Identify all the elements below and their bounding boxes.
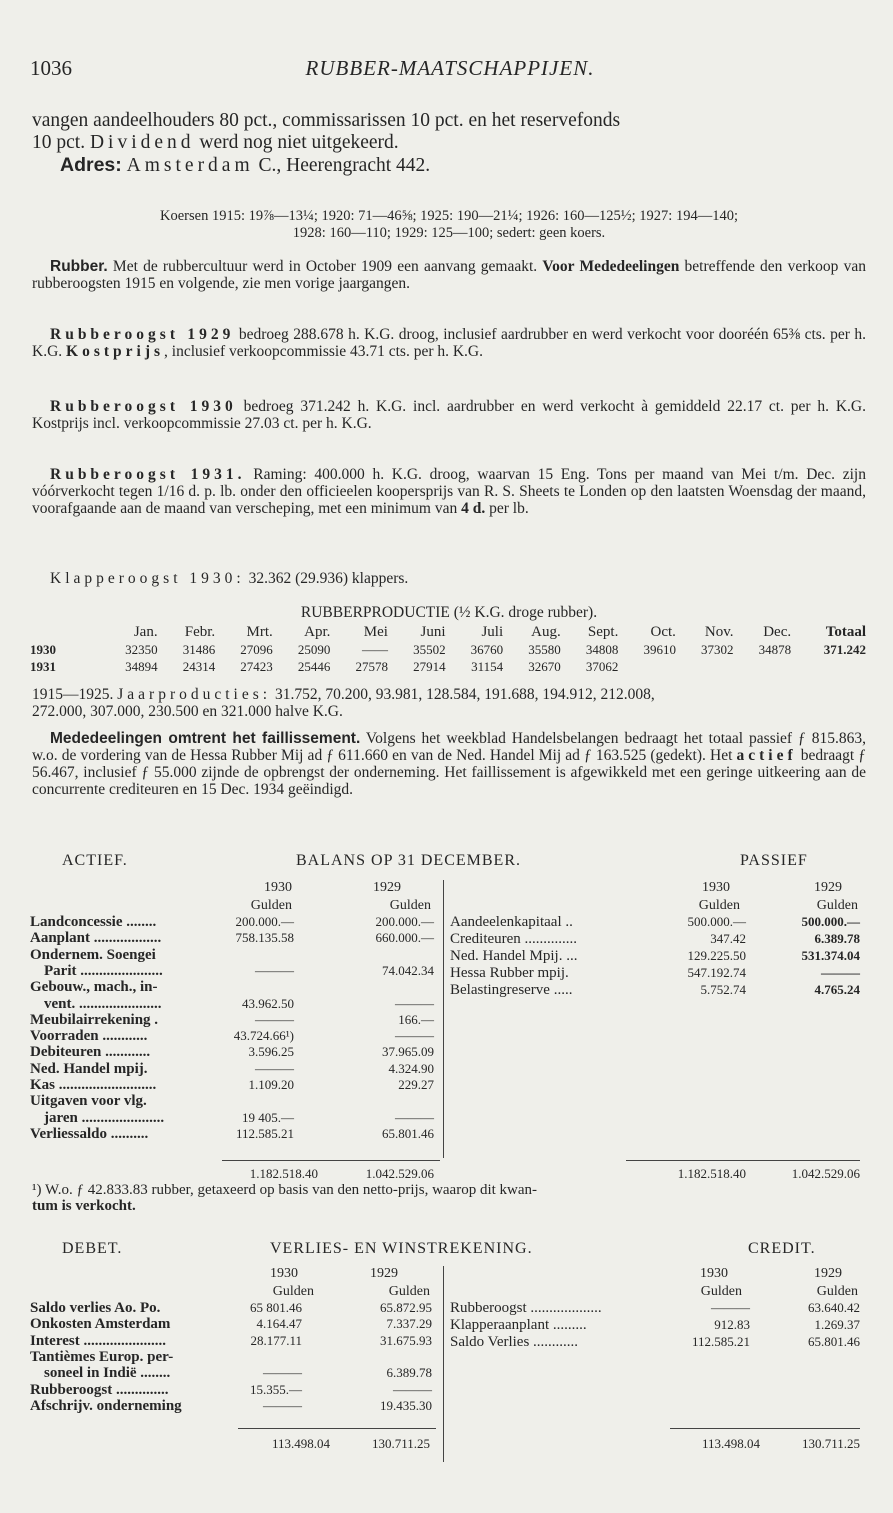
balans-title: BALANS OP 31 DECEMBER. (296, 852, 521, 869)
balans-actief-value-1930: 112.585.21 (235, 1125, 294, 1141)
balans-passief-value-1930: 547.192.74 (687, 965, 746, 980)
vw-debet-value-1930: 4.164.47 (256, 1316, 302, 1332)
balans-actief-value-1930: 43.962.50 (242, 995, 294, 1011)
vw-debet-total-1930: 113.498.04 (271, 1436, 330, 1451)
address-city: Amsterdam (126, 155, 254, 176)
production-month-header: Sept. (587, 624, 619, 640)
balans-passief-value-1929: 531.374.04 (801, 948, 860, 963)
vw-credit-title: CREDIT. (748, 1240, 816, 1257)
balans-passief-label: Belastingreserve ..... (450, 982, 573, 998)
koersen-line-1: Koersen 1915: 19⅞—13¼; 1920: 71—46⅝; 1925: 190—21¼; 1926: 160—125½; 1927: 194—140; (160, 208, 738, 224)
production-month-header: Juli (481, 624, 504, 640)
jaarproducties-label: Jaarproducties: (117, 686, 272, 703)
production-cell: 37302 (701, 642, 734, 657)
balans-actief-value-1930: ——— (255, 1011, 294, 1027)
oogst-1929-label: Rubberoogst 1929 (50, 326, 235, 343)
production-cell: 371.242 (823, 642, 866, 657)
production-cell (791, 658, 866, 675)
address-label: Adres: (60, 154, 122, 176)
production-month-header: Oct. (650, 624, 676, 640)
vw-debet-label: Afschrijv. onderneming (30, 1397, 182, 1414)
vw-credit-value-1930: ——— (711, 1300, 750, 1315)
production-year: 1931 (30, 659, 56, 674)
balans-actief-value-1930: 3.596.25 (248, 1044, 294, 1060)
production-month-header: Totaal (825, 624, 866, 640)
balans-actief-value-1929: 200.000.— (375, 914, 434, 929)
production-year: 1930 (30, 642, 56, 657)
balans-actief-value-1929: ——— (395, 1028, 434, 1044)
production-cell: 25446 (297, 659, 331, 674)
balans-actief-value-1929: ——— (395, 1109, 434, 1125)
production-body (30, 641, 866, 675)
vw-credit-total-1929: 130.711.25 (801, 1436, 860, 1451)
vw-debet-label: Rubberoogst .............. (30, 1381, 169, 1398)
production-cell: 27578 (355, 659, 388, 674)
balans-passief-label: Aandeelenkapitaal .. (450, 914, 573, 930)
vw-debet-value-1930: 28.177.11 (250, 1332, 302, 1348)
balans-actief-label: Gebouw., mach., in- (30, 979, 158, 996)
production-header-row (30, 624, 866, 641)
page-header (30, 56, 870, 84)
production-cell: 39610 (643, 642, 676, 657)
production-month-header: Apr. (304, 624, 331, 640)
production-title: RUBBERPRODUCTIE (½ K.G. droge rubber). (300, 604, 598, 621)
faillissement-label: Mededeelingen omtrent het faillissement. (50, 730, 361, 747)
balans-footnote: ¹) W.o. ƒ 42.833.83 rubber, getaxeerd op basis van den netto-prijs, waarop dit kwan- tum is verkocht. (32, 1182, 538, 1214)
balans-passief-value-1929: 4.765.24 (814, 982, 860, 997)
balans-actief-label: vent. ...................... (44, 995, 162, 1012)
balans-passief-label: Crediteuren .............. (450, 931, 578, 947)
production-month-header: Nov. (704, 624, 734, 640)
production-cell: 32350 (125, 642, 158, 657)
vw-credit-label: Klapperaanplant ......... (450, 1317, 587, 1333)
oogst-1930-paragraph: Rubberoogst 1930 bedroeg 371.242 h. K.G. incl. aardrubber en werd verkocht à gemiddeld 22.17 ct. per h. K.G. Kostprijs incl. verkoopcommissie 27.03 ct. per h. K.G. (32, 398, 866, 432)
vw-debet-value-1929: 19.435.30 (380, 1397, 432, 1413)
intro-line-1: vangen aandeelhouders 80 pct., commissarissen 10 pct. en het reservefonds (32, 110, 621, 131)
balans-actief-value-1929: ——— (395, 995, 434, 1011)
balans-passief-title: PASSIEF (740, 852, 808, 869)
vw-credit-label: Rubberoogst ................... (450, 1300, 602, 1316)
balans-actief-value-1929: 229.27 (398, 1077, 434, 1092)
koersen-line-2: 1928: 160—110; 1929: 125—100; sedert: geen koers. (292, 225, 606, 241)
balans-actief-value-1930: 1.109.20 (248, 1077, 294, 1092)
production-cell (734, 658, 792, 675)
balans-passief-value-1930: 5.752.74 (700, 982, 746, 997)
balans-actief-label: jaren ...................... (44, 1109, 165, 1126)
balans-passief-value-1930: 129.225.50 (687, 948, 746, 963)
vw-credit-value-1929: 63.640.42 (808, 1300, 860, 1315)
balans-passief-value-1929: ——— (821, 965, 860, 980)
vw-credit-label: Saldo Verlies ............ (450, 1334, 579, 1350)
dividend-label: Dividend (89, 132, 195, 153)
balans-passief-total-1929: 1.042.529.06 (791, 1166, 860, 1181)
production-cell: 31486 (182, 642, 216, 657)
production-cell: 31154 (471, 659, 504, 674)
rubber-label: Rubber. (50, 258, 108, 275)
production-row (30, 658, 866, 675)
production-cell: 35580 (528, 642, 561, 657)
vw-credit-value-1929: 65.801.46 (808, 1334, 860, 1349)
rubber-paragraph: Rubber. Met de rubbercultuur werd in October 1909 een aanvang gemaakt. Voor Mededeelingen betreffende den verkoop van rubberoogsten 1915 en volgende, zie men vorige jaargangen. (32, 258, 866, 292)
vw-debet-value-1930: 15.355.— (250, 1381, 302, 1397)
production-year-header (30, 624, 100, 641)
production-cell: 34808 (585, 642, 619, 657)
vw-credit-value-1929: 1.269.37 (814, 1317, 860, 1332)
balans-actief-value-1929: 660.000.— (375, 930, 434, 946)
document-page: 1036 RUBBER-MAATSCHAPPIJEN. vangen aandeelhouders 80 pct., commissarissen 10 pct. en het reservefonds 10 pct. Dividend werd nog niet uitgekeerd. Adres: Amsterdam C., Heerengracht 442. Koersen 1915: 19⅞—13¼; 1920: 71—46⅝; 1925: 190—21¼; 1926: 160—125½; 1927: 194—140; 1928: 160—110; 1929: 125—100; sedert: geen koers. Rubber. Met de rubbercultuur werd in October 1909 een aanvang gemaakt. Voor Mededeelingen betreffende den verkoop van rubberoogsten 1915 en volgende, zie men vorige jaargangen. Rubberoogst 1929 bedroeg 288.678 h. K.G. droog, inclusief aardrubber en werd verkocht voor dooréén 65⅜ cts. per h. K.G. Kostprijs, inclusief verkoopcommissie 43.71 cts. per h. K.G. Rubberoogst 1930 bedroeg 371.242 h. K.G. incl. aardrubber en werd verkocht à gemiddeld 22.17 ct. per h. K.G. Kostprijs incl. verkoopcommissie 27.03 ct. per h. K.G. Rubberoogst 1931. Raming: 400.000 h. K.G. droog, waarvan 15 Eng. Tons per maand van Mei t/m. Dec. zijn vóórverkocht tegen 1/16 d. p. lb. onder den officieelen koopersprijs van R. S. Sheets te Londen op den laatsten Woensdag der maand, voorafgaande aan de maand van verscheping, met een minimum van 4 d. per lb. Klapperoogst 1930: 32.362 (29.936) klappers. RUBBERPRODUCTIE (½ K.G. droge rubber). Jan. Febr. Mrt. Apr. Mei Juni Juli Aug. Sept. Oct. Nov. Dec. Totaal 1930 32350 31486 27096 25090 —— 35502 36760 35580 34808 39610 37302 34878 371.242 1931 34894 24314 27423 25446 27578 27914 31154 32670 37062 1915—1925. Jaarproducties: 31.752, 70.200, 93.981, 128.584, 191.688, 194.912, 212.008, 272.000, 307.000, 230.500 en 321.000 halve K.G. Mededeelingen omtrent het faillissement. Volgens het weekblad Handelsbelangen bedraagt het totaal passief ƒ 815.863, w.o. de vordering van de Hessa Rubber Mij ad ƒ 611.660 en van de Ned. Handel Mij ad ƒ 163.525 (gedekt). Het actief bedraagt ƒ 56.467, inclusief ƒ 55.000 zijnde de opbrengst der onderneming. Het faillissement is afgewikkeld met een geringe uitkeering aan de concurrente crediteuren en 15 Dec. 1934 geëindigd. ACTIEF. BALANS OP 31 DECEMBER. PASSIEF 1930 Gulden 1929 Gulden 1930 Gulden 1929 Gulden Landconcessie ........ 200.000.— 200.000.— Aanplant .................. 758.135.58 660.000.— Ondernem. Soengei Parit ...................... ——— 74.042.34 Gebouw., mach., in- vent. ...................... 43.962.50 ——— Meubilairrekening . ——— 166.— Voorraden ............ 43.724.66¹) ——— Debiteuren ............ 3.596.25 37.965.09 Ned. Handel mpij. ——— 4.324.90 Kas .......................... 1.109.20 229.27 Uitgaven voor vlg. jaren ...................... 19 405.— ——— Verliessaldo .......... 112.585.21 65.801.46 Aandeelenkapitaal .. 500.000.— 500.000.— Crediteuren .............. 347.42 6.389.78 Ned. Handel Mpij. ... 129.225.50 531.374.04 Hessa Rubber mpij. 547.192.74 ——— Belastingreserve ..... 5.752.74 4.765.24 1.182.518.40 1.042.529.06 1.182.518.40 1.042.529.06 ¹) W.o. ƒ 42.833.83 rubber, getaxeerd op basis van den netto-prijs, waarop dit kwan- tum is verkocht. DEBET. VERLIES- EN WINSTREKENING. CREDIT. 1930 Gulden 1929 Gulden 1930 Gulden 1929 Gulden Saldo verlies Ao. Po. 65 801.46 65.872.95 Onkosten Amsterdam 4.164.47 7.337.29 Interest ...................... 28.177.11 31.675.93 Tantièmes Europ. per- soneel in Indië ........ ——— 6.389.78 Rubberoogst .............. 15.355.— ——— Afschrijv. onderneming ——— 19.435.30 Rubberoogst ................... ——— 63.640.42 Klapperaanplant ......... 912.83 1.269.37 Saldo Verlies ............ 112.585.21 65.801.46 113.498.04 130.711.25 113.498.04 130.711.25 (0, 0, 893, 1513)
faillissement-paragraph: Mededeelingen omtrent het faillissement. Volgens het weekblad Handelsbelangen bedraagt het totaal passief ƒ 815.863, w.o. de vordering van de Hessa Rubber Mij ad ƒ 611.660 en van de Ned. Handel Mij ad ƒ 163.525 (gedekt). Het actief bedraagt ƒ 56.467, inclusief ƒ 55.000 zijnde de opbrengst der onderneming. Het faillissement is afgewikkeld met een geringe uitkeering aan de concurrente crediteuren en 15 Dec. 1934 geëindigd. (32, 730, 866, 798)
production-table (30, 624, 866, 675)
oogst-1931-label: Rubberoogst 1931. (50, 466, 246, 483)
address-line: Adres: Amsterdam C., Heerengracht 442. (60, 154, 431, 176)
production-cell: 25090 (297, 642, 331, 657)
balans-actief-value-1929: 74.042.34 (382, 962, 434, 978)
vw-debet-value-1930: 65 801.46 (250, 1300, 302, 1315)
vw-debet-value-1929: 6.389.78 (386, 1365, 432, 1381)
balans-actief-value-1929: 65.801.46 (382, 1125, 434, 1141)
oogst-1931-paragraph: Rubberoogst 1931. Raming: 400.000 h. K.G. droog, waarvan 15 Eng. Tons per maand van Mei t/m. Dec. zijn vóórverkocht tegen 1/16 d. p. lb. onder den officieelen koopersprijs van R. S. Sheets te Londen op den laatsten Woensdag der maand, voorafgaande aan de maand van verscheping, met een minimum van 4 d. per lb. (32, 466, 866, 517)
balans-actief-value-1929: 37.965.09 (382, 1044, 434, 1060)
vw-debet-label: Interest ...................... (30, 1332, 166, 1349)
balans-actief-label: Parit ...................... (44, 962, 163, 979)
vw-credit-value-1930: 912.83 (714, 1317, 750, 1332)
vw-debet-value-1930: ——— (263, 1397, 302, 1413)
vw-debet-value-1929: 31.675.93 (380, 1332, 432, 1348)
balans-actief-value-1930: ——— (255, 1060, 294, 1076)
vw-debet-label: Tantièmes Europ. per- (30, 1348, 174, 1365)
vw-debet-title: DEBET. (62, 1240, 123, 1257)
production-cell: —— (361, 642, 388, 657)
production-cell: 34894 (125, 659, 158, 674)
intro-paragraph (32, 110, 866, 177)
balans-actief-label: Verliessaldo .......... (30, 1125, 149, 1142)
production-row (30, 641, 866, 658)
balans-passief-value-1929: 500.000.— (801, 914, 860, 929)
page-title: RUBBER-MAATSCHAPPIJEN. (305, 56, 595, 80)
balans-actief-label: Ondernem. Soengei (30, 946, 156, 963)
balans-actief-label: Ned. Handel mpij. (30, 1060, 148, 1077)
production-cell: 27914 (413, 659, 446, 674)
production-cell: 27096 (240, 642, 273, 657)
balans-actief-value-1930: 19 405.— (242, 1109, 294, 1125)
balans-passief-value-1929: 6.389.78 (814, 931, 860, 946)
intro-line-2: 10 pct. Dividend werd nog niet uitgekeerd. (32, 132, 399, 153)
vw-credit-total-1930: 113.498.04 (701, 1436, 760, 1451)
balans-actief-value-1929: 4.324.90 (388, 1060, 434, 1076)
page-number: 1036 (30, 56, 72, 80)
jaarproducties: 1915—1925. Jaarproducties: 31.752, 70.200, 93.981, 128.584, 191.688, 194.912, 212.008, 272.000, 307.000, 230.500 en 321.000 halve K.G. (32, 686, 655, 720)
balans-passief-label: Ned. Handel Mpij. ... (450, 948, 578, 964)
production-month-header: Jan. (133, 624, 158, 640)
vw-title: VERLIES- EN WINSTREKENING. (270, 1240, 533, 1257)
vw-debet-value-1929: 65.872.95 (380, 1300, 432, 1315)
vw-debet-label: Saldo verlies Ao. Po. (30, 1300, 161, 1316)
balans-actief-value-1930: 200.000.— (235, 914, 294, 929)
production-month-header: Mei (363, 624, 388, 640)
balans-passief-total-1930: 1.182.518.40 (677, 1166, 746, 1181)
vw-debet-total-1929: 130.711.25 (371, 1436, 430, 1451)
production-cell: 34878 (758, 642, 792, 657)
vw-credit-value-1930: 112.585.21 (691, 1334, 750, 1349)
klapper-label: Klapperoogst 1930: (50, 570, 245, 587)
balans-actief-value-1930: 43.724.66¹) (233, 1028, 294, 1044)
balans-passief-label: Hessa Rubber mpij. (450, 965, 569, 981)
production-month-header: Febr. (184, 624, 216, 640)
production-cell (676, 658, 734, 675)
balans-actief-label: Uitgaven voor vlg. (30, 1093, 147, 1110)
balans-actief-label: Landconcessie ........ (30, 914, 157, 930)
balans-actief-label: Kas .......................... (30, 1077, 157, 1093)
balans-passief-value-1930: 347.42 (710, 931, 746, 946)
balans-actief-title: ACTIEF. (62, 852, 128, 869)
balans-actief-label: Voorraden ............ (30, 1028, 148, 1045)
vw-debet-label: soneel in Indië ........ (44, 1365, 171, 1382)
production-cell: 32670 (528, 659, 561, 674)
production-month-header: Juni (420, 624, 446, 640)
vw-debet-value-1929: 7.337.29 (386, 1316, 432, 1332)
production-month-header: Aug. (531, 624, 561, 640)
vw-debet-value-1930: ——— (263, 1365, 302, 1381)
vw-debet-label: Onkosten Amsterdam (30, 1316, 171, 1333)
koersen-block (32, 208, 866, 242)
balans-actief-value-1930: ——— (255, 962, 294, 978)
production-cell (618, 658, 676, 675)
oogst-1930-label: Rubberoogst 1930 (50, 398, 237, 415)
production-cell: 27423 (240, 659, 273, 674)
balans-actief-label: Debiteuren ............ (30, 1044, 151, 1061)
production-month-header: Dec. (763, 624, 792, 640)
balans-actief-total-1930: 1.182.518.40 (249, 1166, 318, 1181)
vw-debet-value-1929: ——— (393, 1381, 432, 1397)
oogst-1929-paragraph: Rubberoogst 1929 bedroeg 288.678 h. K.G. droog, inclusief aardrubber en werd verkocht voor dooréén 65⅜ cts. per h. K.G. Kostprijs, inclusief verkoopcommissie 43.71 cts. per h. K.G. (32, 326, 866, 360)
balans-actief-label: Meubilairrekening . (30, 1011, 159, 1028)
klapper-paragraph: Klapperoogst 1930: 32.362 (29.936) klappers. (50, 570, 409, 587)
balans-passief-value-1930: 500.000.— (687, 914, 746, 929)
balans-actief-value-1930: 758.135.58 (235, 930, 294, 946)
production-cell: 37062 (585, 659, 619, 674)
production-cell: 24314 (182, 659, 216, 674)
production-cell: 36760 (470, 642, 504, 657)
production-cell: 35502 (413, 642, 446, 657)
production-month-header: Mrt. (246, 624, 273, 640)
balans-actief-value-1929: 166.— (398, 1011, 434, 1027)
balans-actief-label: Aanplant .................. (30, 930, 162, 947)
balans-actief-total-1929: 1.042.529.06 (365, 1166, 434, 1181)
